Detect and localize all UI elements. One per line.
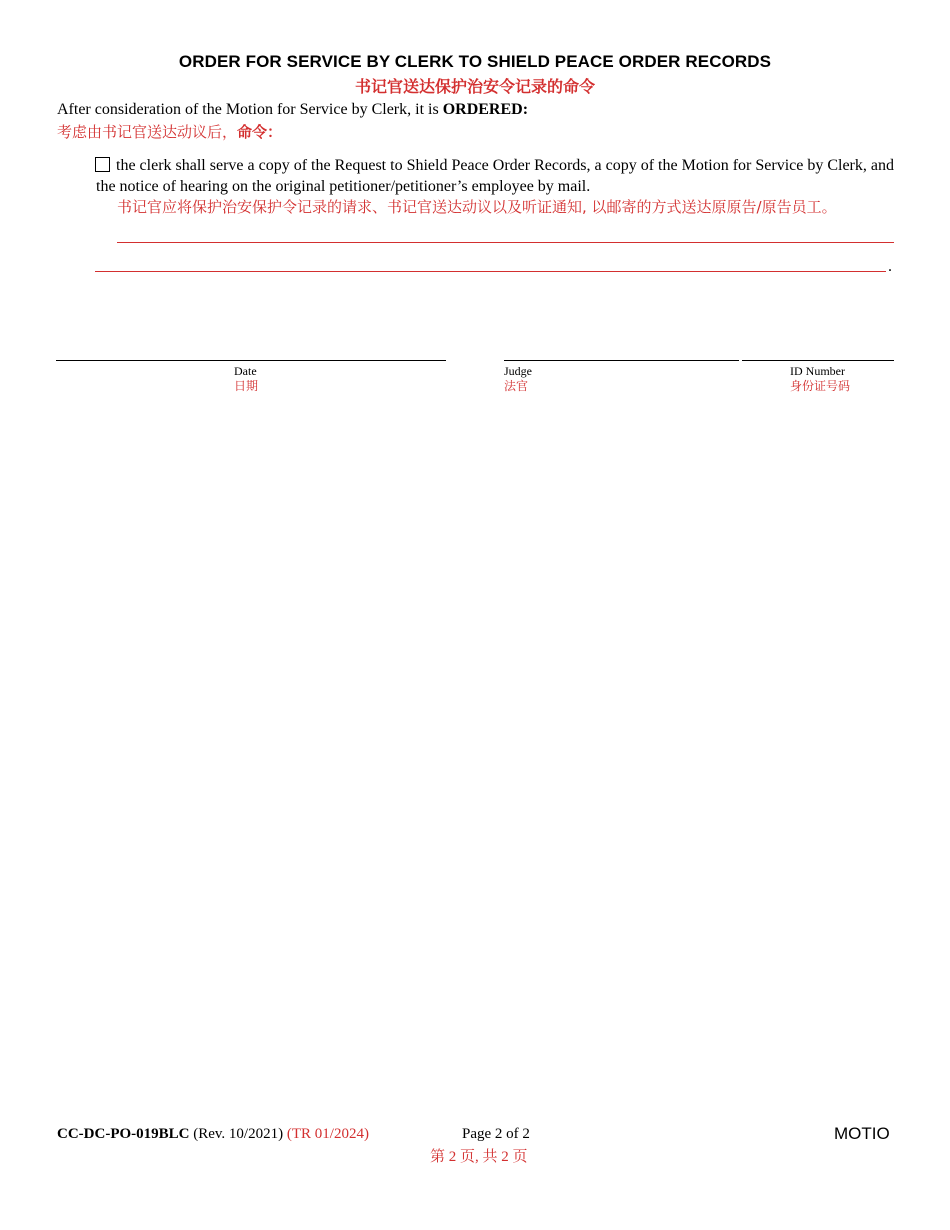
judge-label-chinese: 法官 — [504, 379, 529, 393]
page-number-chinese: 第 2 页, 共 2 页 — [430, 1149, 528, 1165]
translation-revision: (TR 01/2024) — [286, 1126, 369, 1142]
fill-in-line-1[interactable] — [117, 242, 894, 243]
judge-label: Judge — [504, 364, 532, 378]
intro-statement-chinese — [57, 121, 282, 142]
order-text-chinese: 书记官应将保护治安保护令记录的请求、书记官送达动议以及听证通知, 以邮寄的方式送达原原告/原告员工。 — [117, 198, 837, 216]
form-code — [57, 1126, 369, 1143]
form-title-chinese: 书记官送达保护治安令记录的命令 — [354, 77, 595, 96]
intro-text: After consideration of the Motion for Service by Clerk, it is — [57, 101, 443, 118]
page-number: Page 2 of 2 — [462, 1126, 530, 1142]
ordered-label: ORDERED: — [442, 101, 529, 118]
id-number-line[interactable] — [742, 360, 894, 361]
document-tag: MOTIO — [834, 1124, 890, 1143]
date-signature-line[interactable] — [56, 360, 446, 361]
form-title: ORDER FOR SERVICE BY CLERK TO SHIELD PEACE ORDER RECORDS — [178, 52, 772, 71]
intro-statement — [57, 101, 528, 119]
line-end-period: . — [888, 258, 892, 275]
intro-text-chinese: 考虑由书记官送达动议后， — [57, 123, 238, 141]
form-number: CC-DC-PO-019BLC — [57, 1126, 190, 1142]
id-number-label: ID Number — [790, 364, 845, 378]
order-text: the clerk shall serve a copy of the Request to Shield Peace Order Records, a copy of the Motion for Service by Clerk, and the notice of hearing on the original petitioner/petitioner’s employee by mail. — [96, 157, 894, 195]
date-label: Date — [234, 364, 257, 378]
judge-signature-line[interactable] — [504, 360, 739, 361]
fill-in-line-2[interactable] — [95, 271, 886, 272]
ordered-label-chinese: 命令： — [237, 123, 283, 141]
date-label-chinese: 日期 — [234, 379, 259, 393]
revision-date: (Rev. 10/2021) — [189, 1126, 287, 1142]
id-number-label-chinese: 身份证号码 — [790, 379, 851, 393]
